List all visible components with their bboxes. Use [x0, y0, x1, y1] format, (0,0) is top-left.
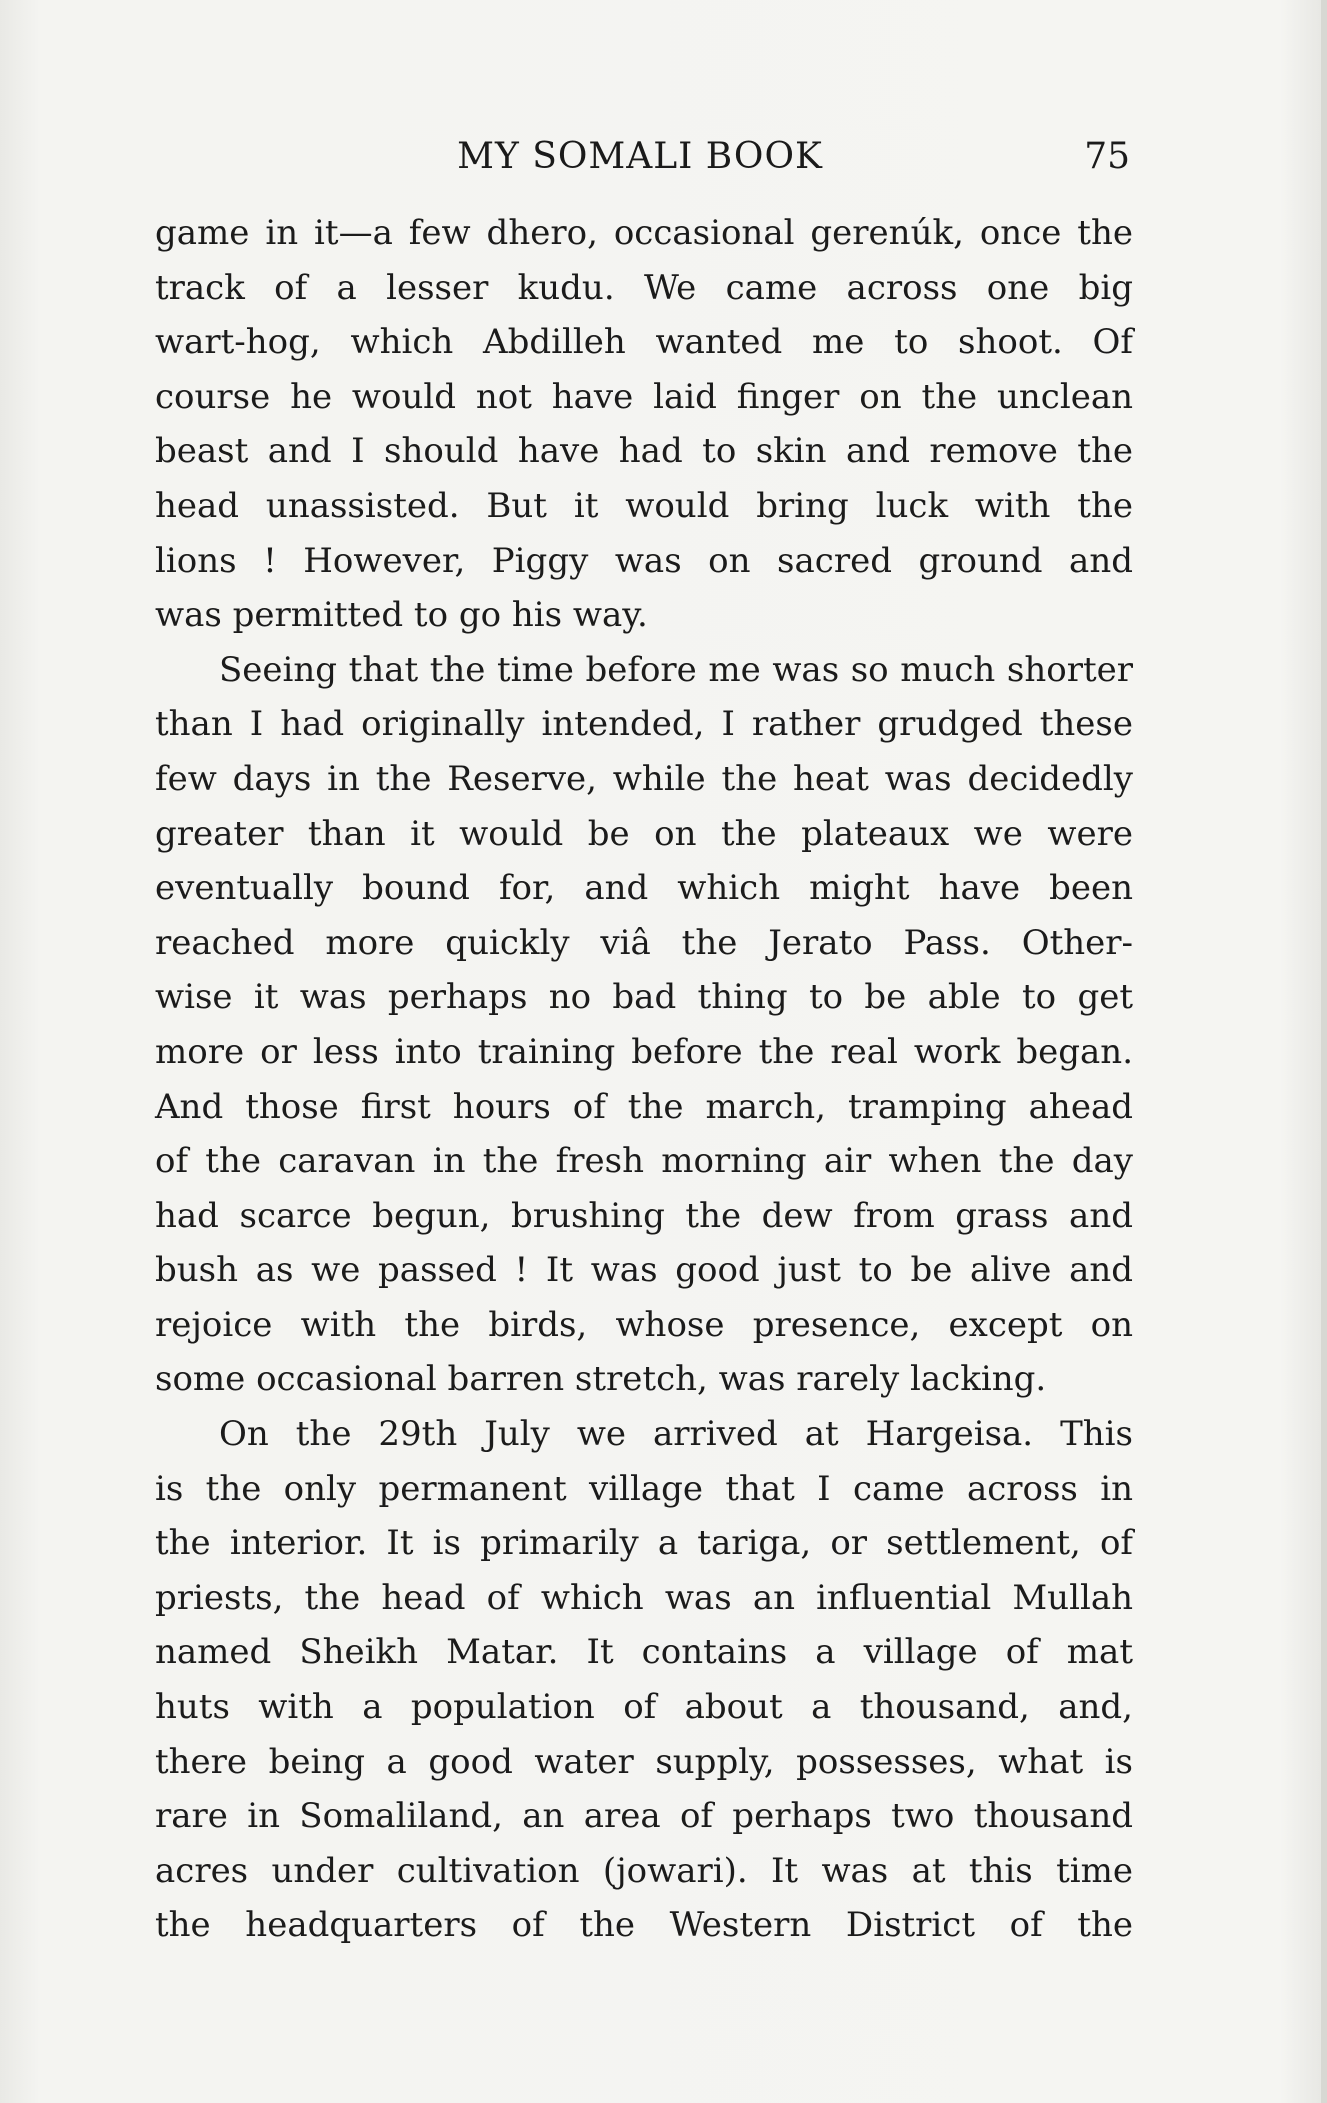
text-line: some occasional barren stretch, was rarely lacking.: [155, 1359, 1047, 1400]
text-line: rejoice with the birds, whose presence, except on: [155, 1304, 1133, 1345]
text-line: there being a good water supply, possesses, what is: [155, 1741, 1133, 1782]
text-line: named Sheikh Matar. It contains a village of mat: [155, 1632, 1133, 1673]
text-line: the interior. It is primarily a tariga, or settlement, of: [155, 1523, 1133, 1564]
text-line: beast and I should have had to skin and remove the: [155, 431, 1133, 472]
text-line: wart-hog, which Abdilleh wanted me to shoot. Of: [155, 322, 1133, 363]
text-line: of the caravan in the fresh morning air when the day: [155, 1141, 1133, 1182]
text-line: priests, the head of which was an influential Mullah: [155, 1577, 1133, 1618]
text-line: more or less into training before the real work began.: [155, 1031, 1133, 1072]
running-head: MY SOMALI BOOK: [457, 136, 823, 177]
body-text: [155, 206, 1133, 1953]
text-line: the headquarters of the Western District of the: [155, 1905, 1133, 1946]
text-line: And those first hours of the march, tramping ahead: [155, 1086, 1133, 1127]
text-line: game in it—a few dhero, occasional gerenúk, once the: [155, 213, 1133, 253]
text-line: reached more quickly viâ the Jerato Pass. Other-: [155, 922, 1133, 963]
text-line: track of a lesser kudu. We came across one big: [155, 267, 1133, 308]
text-line: than I had originally intended, I rather grudged these: [155, 704, 1133, 745]
text-line: course he would not have laid finger on the unclean: [155, 376, 1133, 417]
text-line: On the 29th July we arrived at Hargeisa. This: [219, 1414, 1133, 1455]
text-line: eventually bound for, and which might have been: [155, 868, 1133, 909]
text-line: is the only permanent village that I came across in: [155, 1468, 1133, 1509]
text-line: wise it was perhaps no bad thing to be able to get: [155, 977, 1133, 1018]
text-line: huts with a population of about a thousand, and,: [155, 1687, 1133, 1728]
text-line: rare in Somaliland, an area of perhaps two thousand: [155, 1796, 1133, 1837]
text-line: Seeing that the time before me was so much shorter: [219, 649, 1133, 690]
text-line: few days in the Reserve, while the heat was decidedly: [155, 758, 1133, 799]
page-number: 75: [1084, 136, 1130, 177]
text-line: greater than it would be on the plateaux we were: [155, 813, 1133, 854]
text-line: bush as we passed ! It was good just to be alive and: [155, 1250, 1133, 1291]
text-line: acres under cultivation (jowari). It was at this time: [155, 1850, 1133, 1891]
page-header: [150, 128, 1130, 184]
text-line: had scarce begun, brushing the dew from grass and: [155, 1195, 1133, 1236]
text-line: head unassisted. But it would bring luck with the: [155, 485, 1133, 526]
text-line: lions ! However, Piggy was on sacred ground and: [155, 540, 1133, 581]
text-line: was permitted to go his way.: [155, 595, 648, 636]
page-edge-shadow: [1321, 0, 1327, 2103]
